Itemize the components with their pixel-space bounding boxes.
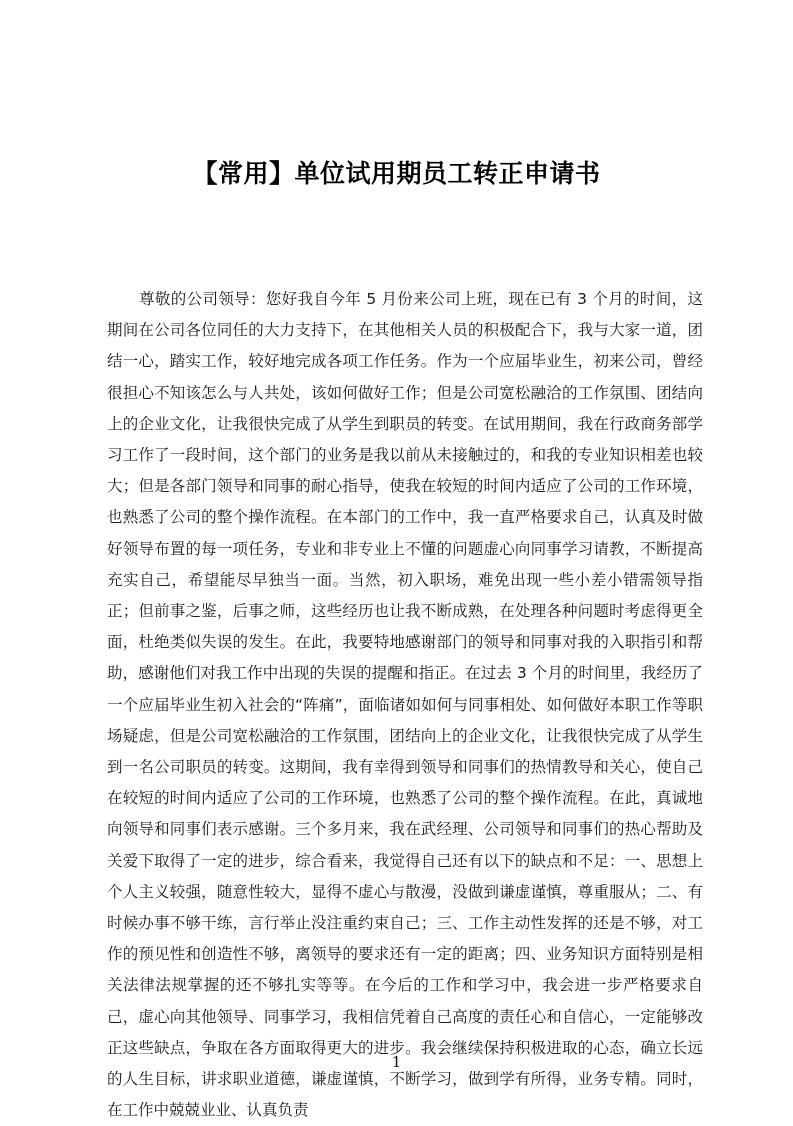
page-number: 1 bbox=[391, 1053, 402, 1071]
document-title: 【常用】单位试用期员工转正申请书 bbox=[192, 158, 601, 188]
body-paragraph: 尊敬的公司领导：您好我自今年 5 月份来公司上班，现在已有 3 个月的时间，这期间在公司各位同任的大力支持下，在其他相关人员的积极配合下，我与大家一道，团结一心，踏实工作，较好地完成各项工作任务。作为一个应届毕业生，初来公司，曾经很担心不知该怎么与人共处，该如何做好工作；但是公司宽松融洽的工作氛围、团结向上的企业文化，让我很快完成了从学生到职员的转变。在试用期间，我在行政商务部学习工作了一段时间，这个部门的业务是我以前从未接触过的，和我的专业知识相差也较大；但是各部门领导和同事的耐心指导，使我在较短的时间内适应了公司的工作环境，也熟悉了公司的整个操作流程。在本部门的工作中，我一直严格要求自己，认真及时做好领导布置的每一项任务，专业和非专业上不懂的问题虚心向同事学习请教，不断提高充实自己，希望能尽早独当一面。当然，初入职场，难免出现一些小差小错需领导指正；但前事之鉴，后事之师，这些经历也让我不断成熟，在处理各种问题时考虑得更全面，杜绝类似失误的发生。在此，我要特地感谢部门的领导和同事对我的入职指引和帮助，感谢他们对我工作中出现的失误的提醒和指正。在过去 3 个月的时间里，我经历了一个应届毕业生初入社会的“阵痛”，面临诸如如何与同事相处、如何做好本职工作等职场疑虑，但是公司宽松融洽的工作氛围，团结向上的企业文化，让我很快完成了从学生到一名公司职员的转变。这期间，我有幸得到领导和同事们的热情教导和关心，使自己在较短的时间内适应了公司的工作环境，也熟悉了公司的整个操作流程。在此，真诚地向领导和同事们表示感谢。三个多月来，我在武经理、公司领导和同事们的热心帮助及关爱下取得了一定的进步，综合看来，我觉得自己还有以下的缺点和不足：一、思想上个人主义较强，随意性较大，显得不虚心与散漫，没做到谦虚谨慎，尊重服从；二、有时候办事不够干练，言行举止没注重约束自己；三、工作主动性发挥的还是不够，对工作的预见性和创造性不够，离领导的要求还有一定的距离；四、业务知识方面特别是相关法律法规掌握的还不够扎实等等。在今后的工作和学习中，我会进一步严格要求自己，虚心向其他领导、同事学习，我相信凭着自己高度的责任心和自信心，一定能够改正这些缺点，争取在各方面取得更大的进步。我会继续保持积极进取的心态，确立长远的人生目标，讲求职业道德，谦虚谨慎，不断学习，做到学有所得，业务专精。同时，在工作中兢兢业业、认真负责 bbox=[107, 290, 703, 1120]
